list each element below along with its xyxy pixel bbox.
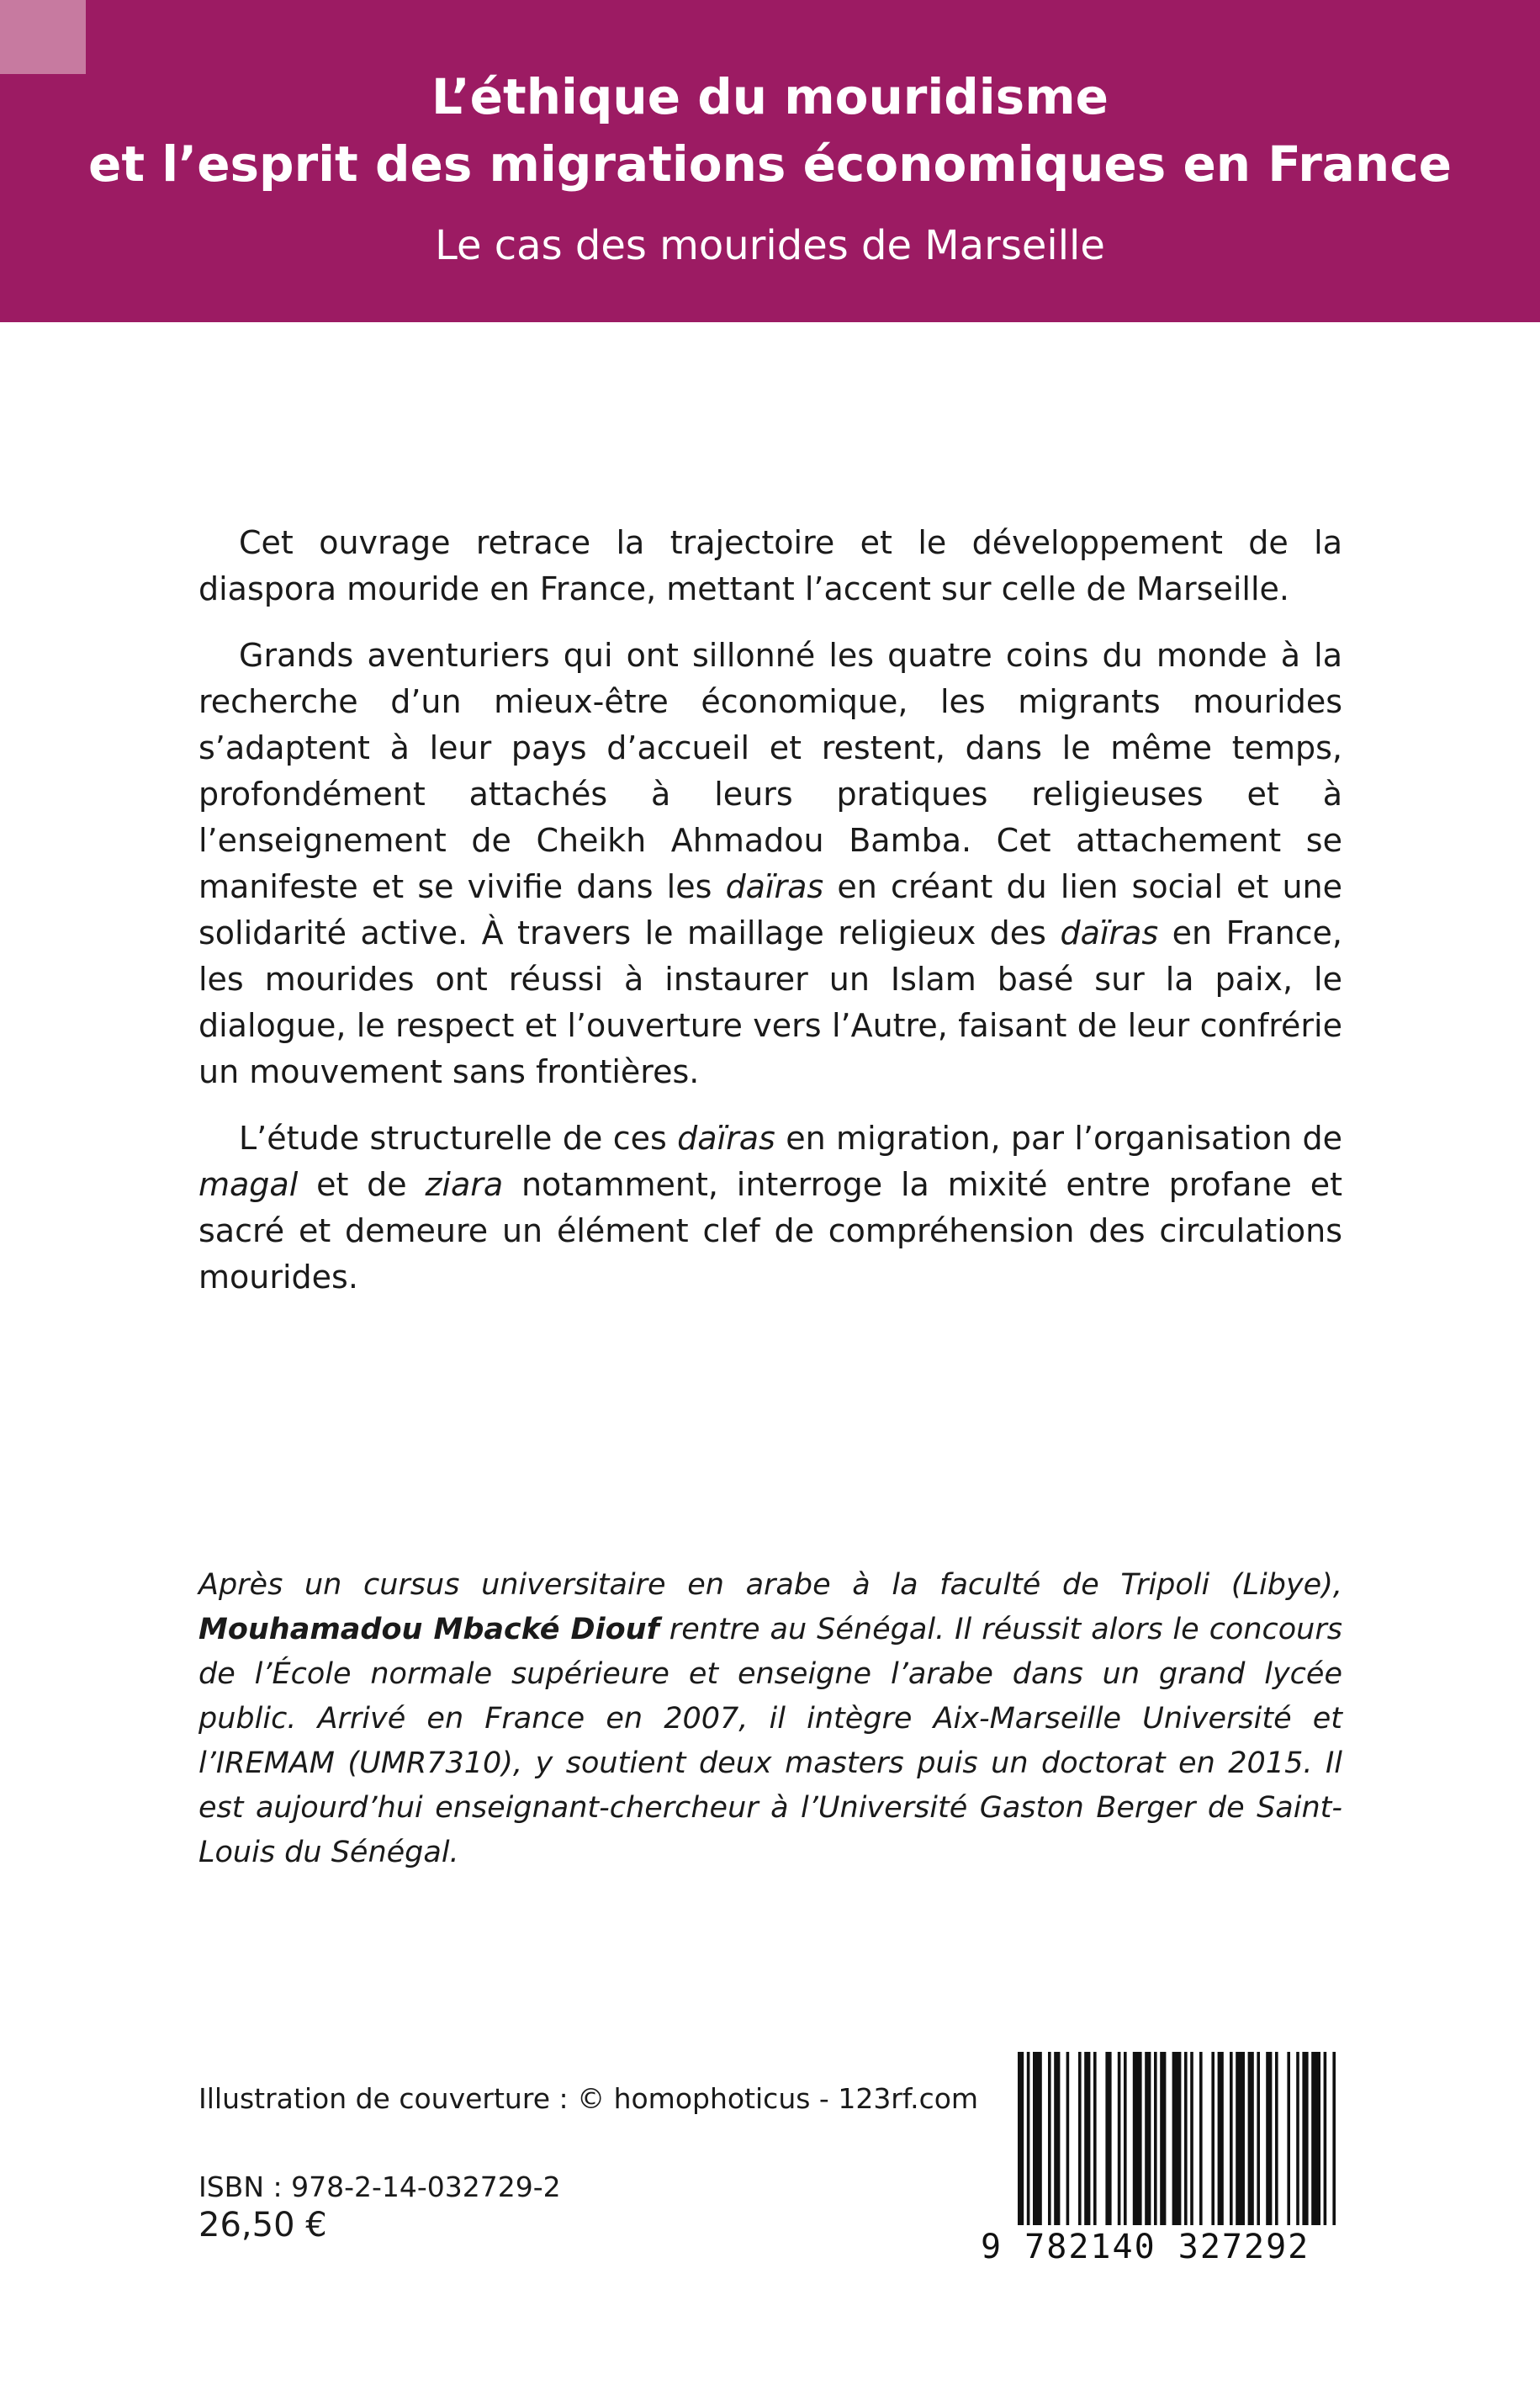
barcode-bar [1236, 2052, 1245, 2225]
barcode-bar [1124, 2052, 1127, 2225]
barcode-bar [1287, 2052, 1290, 2225]
barcode-bar [1066, 2052, 1070, 2225]
book-price: 26,50 € [198, 2206, 327, 2245]
barcode-bar [1078, 2052, 1082, 2225]
barcode-bar [1230, 2052, 1233, 2225]
italic-term: daïras [677, 1120, 775, 1157]
book-title-line-1: L’éthique du mouridisme [431, 68, 1109, 125]
barcode-bar [1033, 2052, 1042, 2225]
barcode-bar [1266, 2052, 1272, 2225]
barcode-bar [1257, 2052, 1260, 2225]
title-banner [0, 0, 1540, 322]
italic-term: daïras [1060, 914, 1159, 951]
barcode-bar [1332, 2052, 1336, 2225]
book-subtitle: Le cas des mourides de Marseille [435, 222, 1105, 269]
barcode-bar [1275, 2052, 1278, 2225]
barcode-bar [1248, 2052, 1254, 2225]
barcode-bar [1184, 2052, 1188, 2225]
barcode-bar [1105, 2052, 1111, 2225]
barcode [981, 2047, 1337, 2282]
author-biography [198, 1563, 1342, 1875]
summary-paragraph-2: Grands aventuriers qui ont sillonné les quatre coins du monde à la recherche d’un mieux-être économique, les migrants mourides s’adaptent à leur pays d’accueil et restent, dans le même temps, profondément attachés à leurs pratiques religieuses et à l’enseignement de Cheikh Ahmadou Bamba. Cet attachement se manifeste et se vivifie dans les daïras en créant du lien social et une solidarité active. À travers le maillage religieux des daïras en France, les mourides ont réussi à instaurer un Islam basé sur la paix, le dialogue, le respect et l’ouverture vers l’Autre, faisant de leur confrérie un mouvement sans frontières. [198, 637, 1343, 1090]
barcode-bar [1027, 2052, 1030, 2225]
barcode-bar [1084, 2052, 1090, 2225]
illustration-credit: Illustration de couverture : © homophoticus - 123rf.com [198, 2082, 979, 2115]
isbn-number: ISBN : 978-2-14-032729-2 [198, 2170, 561, 2203]
barcode-bar [1133, 2052, 1142, 2225]
author-name: Mouhamadou Mbacké Diouf [198, 1613, 659, 1646]
barcode-bar [1172, 2052, 1182, 2225]
barcode-bar [1199, 2052, 1203, 2225]
barcode-bar [1118, 2052, 1121, 2225]
barcode-bar [1054, 2052, 1060, 2225]
italic-term: ziara [425, 1166, 504, 1203]
book-title-line-2: et l’esprit des migrations économiques en France [88, 135, 1452, 193]
barcode-bar [1302, 2052, 1308, 2225]
barcode-bar [1311, 2052, 1320, 2225]
barcode-digits: 9 782140 327292 [981, 2228, 1310, 2266]
barcode-bar [1048, 2052, 1051, 2225]
barcode-bar [1018, 2052, 1024, 2225]
barcode-bar [1211, 2052, 1215, 2225]
back-cover-summary [198, 520, 1342, 1321]
corner-accent [0, 0, 86, 74]
barcode-bar [1296, 2052, 1299, 2225]
summary-paragraph-3: L’étude structurelle de ces daïras en migration, par l’organisation de magal et de ziara notamment, interroge la mixité entre profane et sacré et demeure un élément clef de compréhension des circulations mourides. [198, 1120, 1343, 1296]
barcode-bar [1190, 2052, 1193, 2225]
barcode-bar [1093, 2052, 1097, 2225]
italic-term: magal [198, 1166, 299, 1203]
barcode-bar [1154, 2052, 1157, 2225]
italic-term: daïras [725, 868, 824, 905]
bio-paragraph: Après un cursus universitaire en arabe à la faculté de Tripoli (Libye), Mouhamadou Mbacké Diouf rentre au Sénégal. Il réussit alors le concours de l’École normale supérieure et enseigne l’arabe dans un grand lycée public. Arrivé en France en 2007, il intègre Aix-Marseille Université et l’IREMAM (UMR7310), y soutient deux masters puis un doctorat en 2015. Il est aujourd’hui enseignant-chercheur à l’Université Gaston Berger de Saint-Louis du Sénégal. [198, 1568, 1342, 1869]
barcode-bar [1145, 2052, 1151, 2225]
barcode-bar [1160, 2052, 1166, 2225]
barcode-bars [1016, 2052, 1337, 2234]
summary-paragraph-1: Cet ouvrage retrace la trajectoire et le développement de la diaspora mouride en France, mettant l’accent sur celle de Marseille. [198, 524, 1342, 607]
barcode-bar [1324, 2052, 1327, 2225]
barcode-bar [1218, 2052, 1224, 2225]
